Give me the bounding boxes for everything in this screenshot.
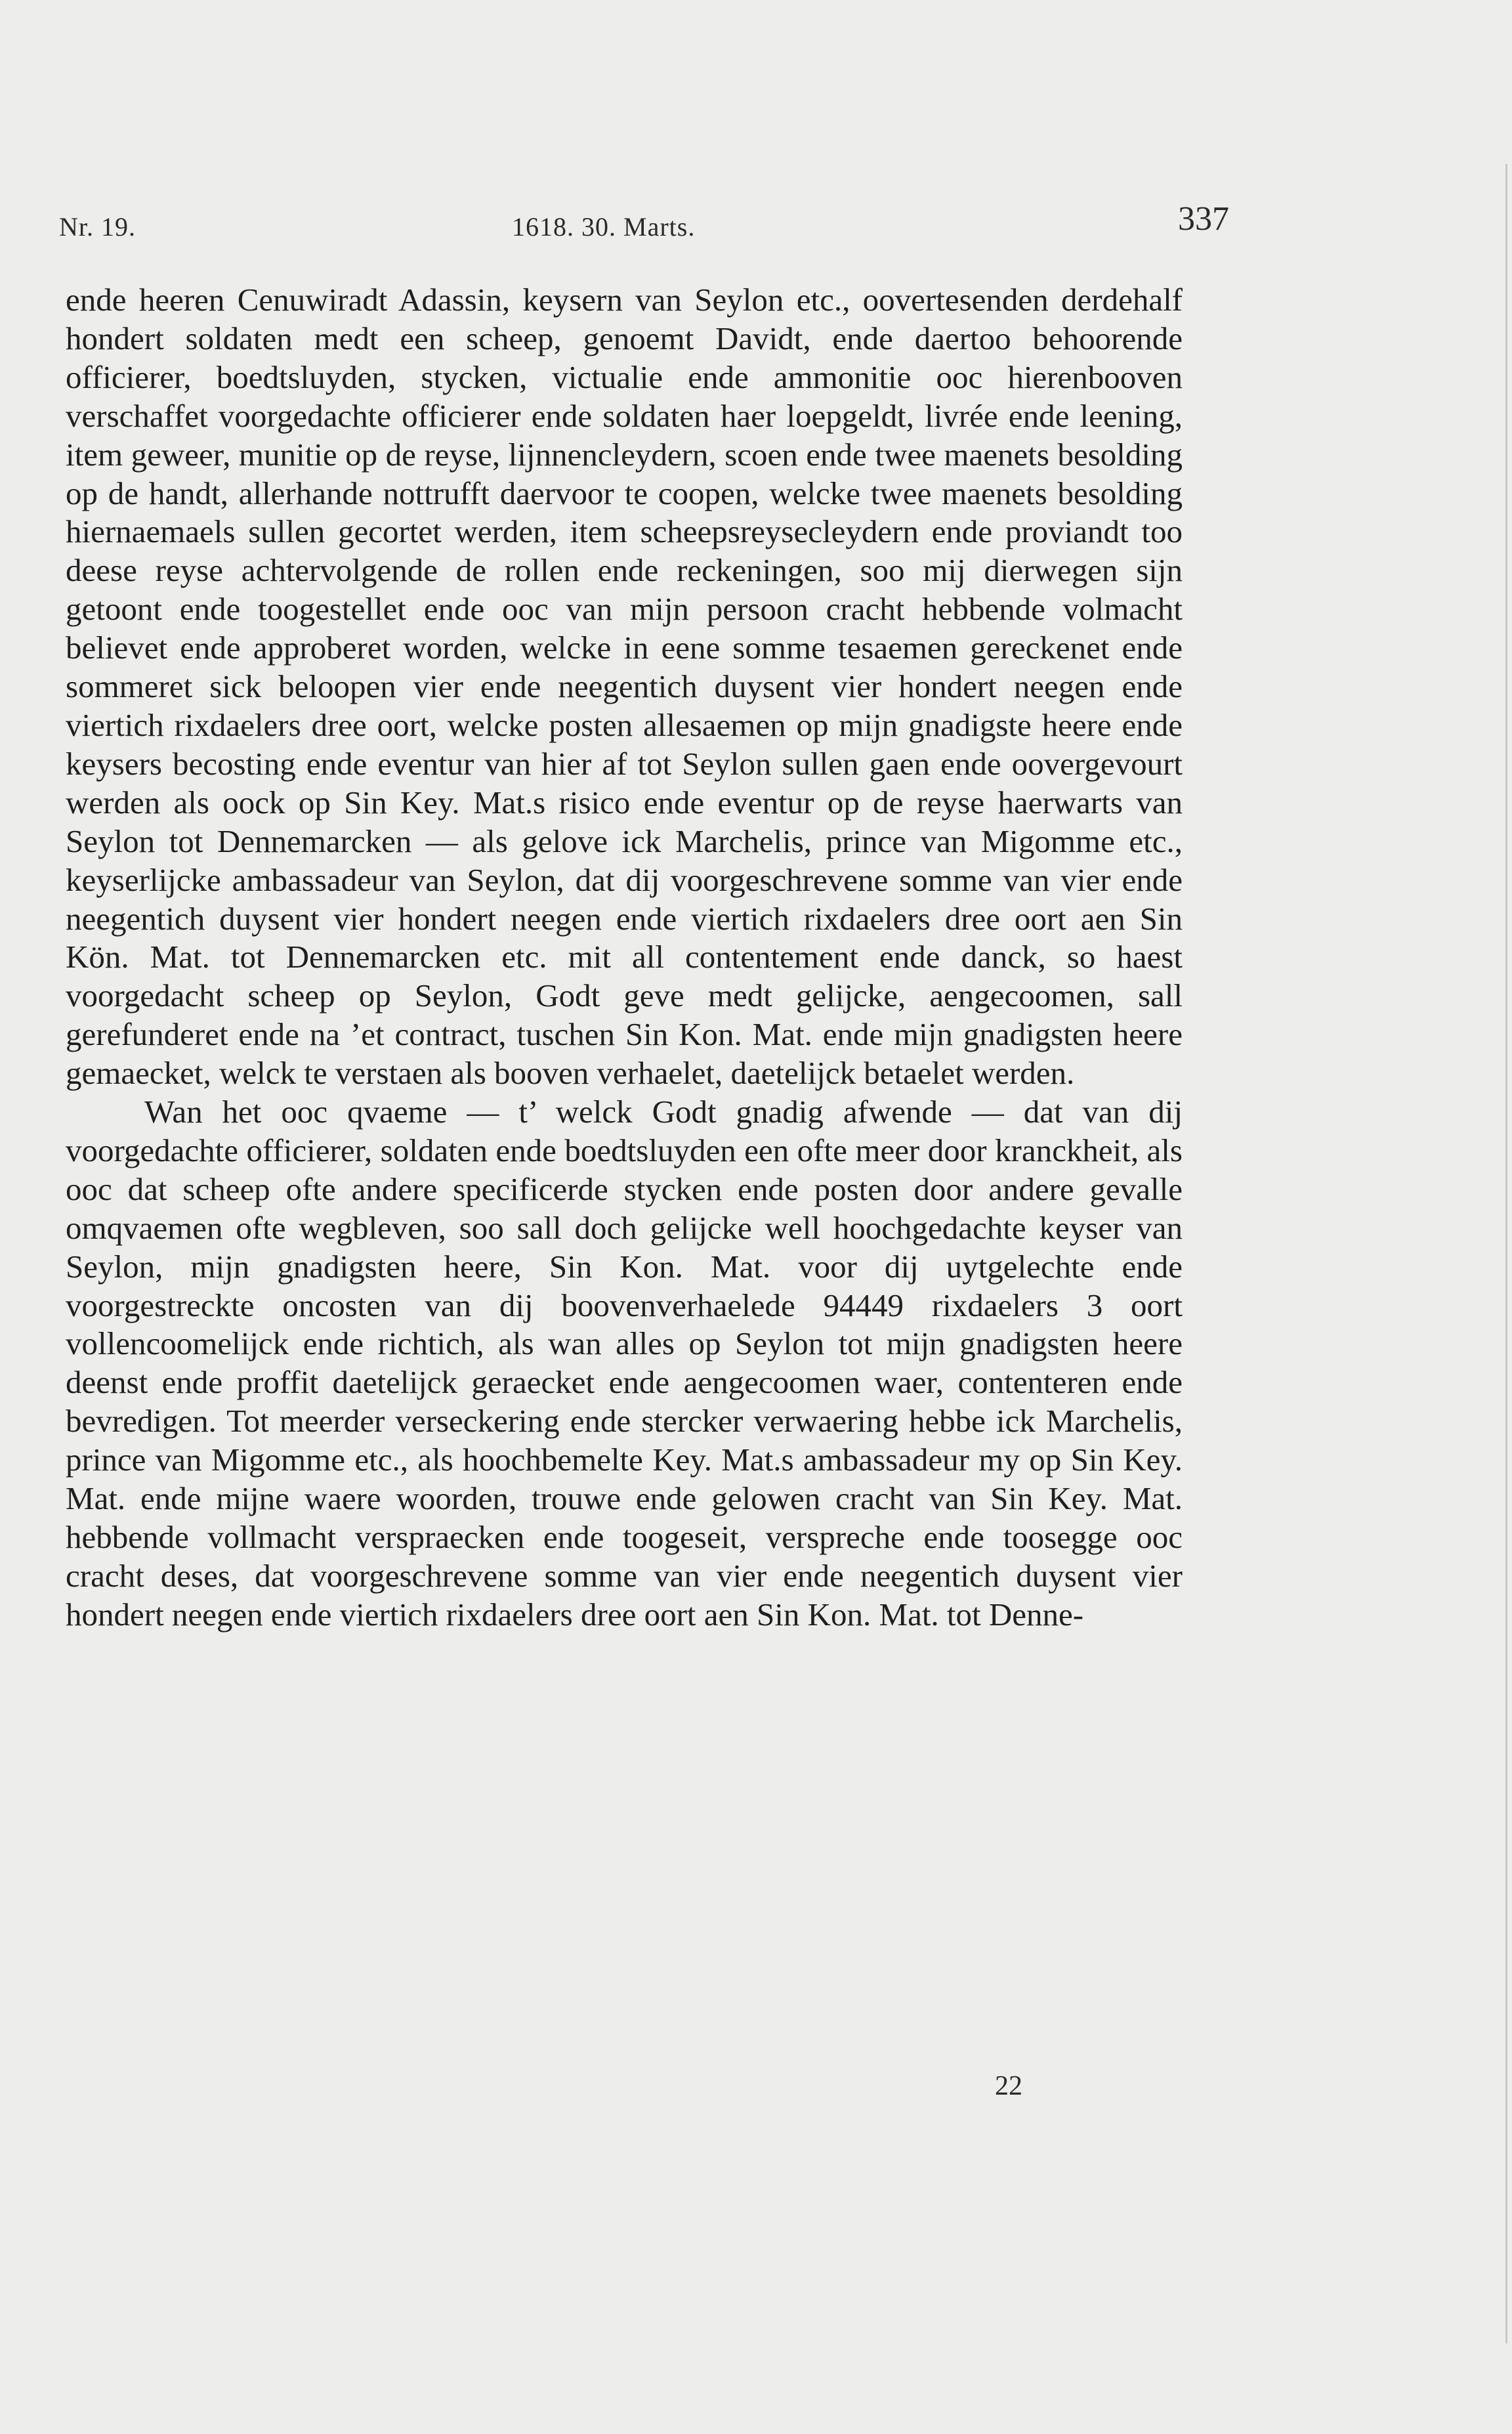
paragraph-2: Wan het ooc qvaeme — t’ welck Godt gnadig afwende — dat van dij voorgedachte officierer, soldaten ende boedtsluyden een ofte meer door kranckheit, als ooc dat scheep ofte andere specificerde stycken ende posten door andere gevalle omqvaemen ofte wegbleven, soo sall doch gelijcke well hoochgedachte keyser van Seylon, mijn gnadigsten heere, Sin Kon. Mat. voor dij uytgelechte ende voorgestreckte oncosten van dij boovenverhaelede 94449 rixdaelers 3 oort vollencoomelijck ende richtich, als wan alles op Seylon tot mijn gnadigsten heere deenst ende proffit daetelijck geraecket ende aengecoomen waer, contenteren ende bevredigen. Tot meerder verseckering ende stercker verwaering hebbe ick Marchelis, prince van Migomme etc., als hoochbemelte Key. Mat.s ambassadeur my op Sin Key. Mat. ende mijne waere woorden, trouwe ende gelowen cracht van Sin Key. Mat. hebbende vollmacht verspraecken ende toogeseit, verspreche ende toosegge ooc cracht deses, dat voorgeschrevene somme van vier ende neegentich duysent vier hondert neegen ende viertich rixdaelers dree oort aen Sin Kon. Mat. tot Denne-	[66, 1094, 1183, 1633]
document-date: 1618. 30. Marts.	[512, 212, 696, 242]
page-edge-line	[1505, 164, 1507, 2343]
body-text	[66, 281, 1183, 1634]
running-header	[56, 197, 1512, 249]
document-number: Nr. 19.	[59, 212, 136, 242]
signature-mark: 22	[995, 2071, 1022, 2101]
paragraph-1: ende heeren Cenuwiradt Adassin, keysern van Seylon etc., oovertesenden derdehalf hondert soldaten medt een scheep, genoemt Davidt, ende daertoo behoorende officierer, boedtsluyden, stycken, victualie ende ammonitie ooc hierenbooven verschaffet voorgedachte officierer ende soldaten haer loepgeldt, livrée ende leening, item geweer, munitie op de reyse, lijnnencleydern, scoen ende twee maenets besolding op de handt, allerhande nottrufft daervoor te coopen, welcke twee maenets besolding hiernaemaels sullen gecortet werden, item scheepsreysecleydern ende proviandt too deese reyse achtervolgende de rollen ende reckeningen, soo mij dierwegen sijn getoont ende toogestellet ende ooc van mijn persoon cracht hebbende volmacht believet ende approberet worden, welcke in eene somme tesaemen gereckenet ende sommeret sick beloopen vier ende neegentich duysent vier hondert neegen ende viertich rixdaelers dree oort, welcke posten allesaemen op mijn gnadigste heere ende keysers becosting ende eventur van hier af tot Seylon sullen gaen ende oovergevourt werden als oock op Sin Key. Mat.s risico ende eventur op de reyse haerwarts van Seylon tot Dennemarcken — als gelove ick Marchelis, prince van Migomme etc., keyserlijcke ambassadeur van Seylon, dat dij voorgeschrevene somme van vier ende neegentich duysent vier hondert neegen ende viertich rixdaelers dree oort aen Sin Kön. Mat. tot Dennemarcken etc. mit all contentement ende danck, so haest voorgedacht scheep op Seylon, Godt geve medt gelijcke, aengecoomen, sall gerefunderet ende na ’et contract, tuschen Sin Kon. Mat. ende mijn gnadigsten heere gemaecket, welck te verstaen als booven verhaelet, daetelijck betaelet werden.	[66, 282, 1183, 1092]
page-number: 337	[1178, 200, 1229, 238]
